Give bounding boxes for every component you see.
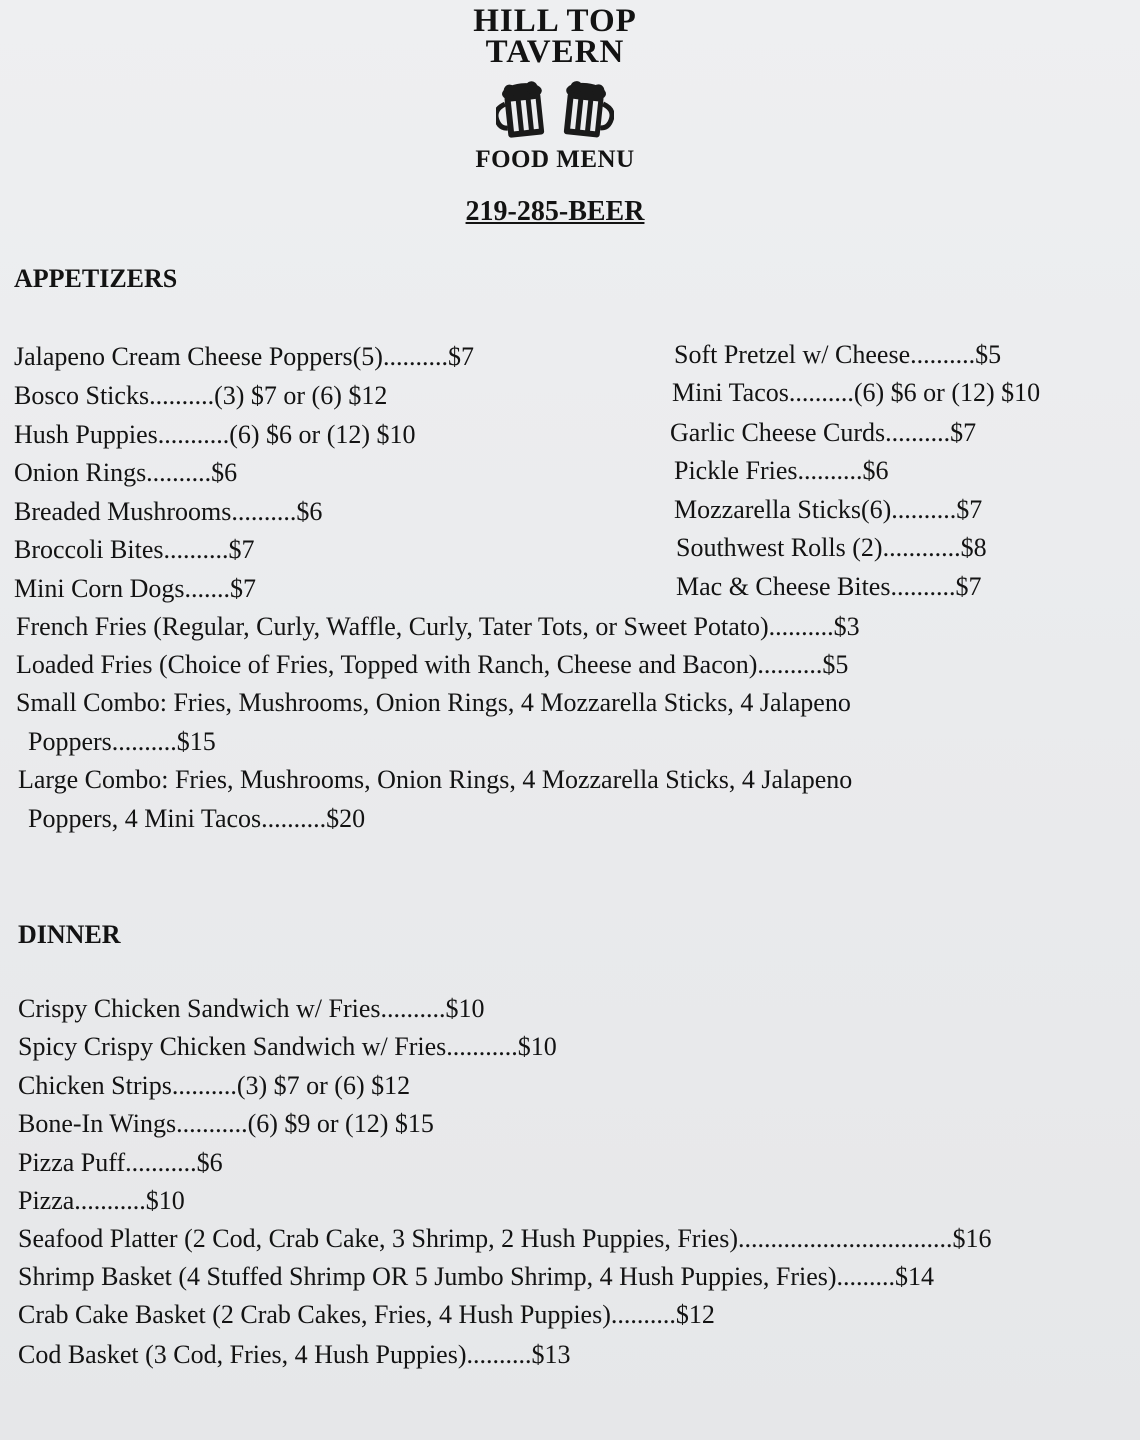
appetizer-item: Breaded Mushrooms..........$6 [14, 497, 323, 526]
dinner-item: Chicken Strips..........(3) $7 or (6) $12 [18, 1071, 411, 1100]
appetizer-item: Jalapeno Cream Cheese Poppers(5)..........$7 [14, 342, 474, 371]
appetizer-item: Garlic Cheese Curds..........$7 [670, 418, 977, 447]
appetizer-item: Small Combo: Fries, Mushrooms, Onion Rings, 4 Mozzarella Sticks, 4 Jalapeno [16, 688, 851, 717]
appetizer-item: Mini Corn Dogs.......$7 [14, 574, 256, 603]
appetizer-item: Mozzarella Sticks(6)..........$7 [674, 495, 983, 524]
dinner-item: Shrimp Basket (4 Stuffed Shrimp OR 5 Jumbo Shrimp, 4 Hush Puppies, Fries).........$14 [18, 1262, 935, 1291]
dinner-heading: DINNER [18, 920, 121, 949]
appetizer-item: Soft Pretzel w/ Cheese..........$5 [674, 340, 1002, 369]
appetizer-item: Onion Rings..........$6 [14, 458, 238, 487]
dinner-item: Pizza Puff...........$6 [18, 1148, 223, 1177]
appetizer-item: Pickle Fries..........$6 [674, 456, 889, 485]
dinner-item: Spicy Crispy Chicken Sandwich w/ Fries...........$10 [18, 1032, 557, 1061]
phone-number: 219-285-BEER [465, 196, 645, 227]
appetizer-item: Hush Puppies...........(6) $6 or (12) $10 [14, 420, 416, 449]
menu-header [0, 3, 1110, 228]
appetizer-item: Mac & Cheese Bites..........$7 [676, 572, 982, 601]
dinner-item: Crispy Chicken Sandwich w/ Fries..........$10 [18, 994, 485, 1023]
appetizer-item: Mini Tacos..........(6) $6 or (12) $10 [672, 378, 1041, 407]
dinner-item: Crab Cake Basket (2 Crab Cakes, Fries, 4 Hush Puppies)..........$12 [18, 1300, 715, 1329]
appetizer-item: Poppers, 4 Mini Tacos..........$20 [28, 804, 366, 833]
appetizer-item: Southwest Rolls (2)............$8 [676, 533, 987, 562]
appetizer-item: French Fries (Regular, Curly, Waffle, Curly, Tater Tots, or Sweet Potato)..........$3 [16, 612, 860, 641]
dinner-item: Bone-In Wings...........(6) $9 or (12) $15 [18, 1109, 434, 1138]
appetizers-heading: APPETIZERS [14, 264, 178, 293]
tavern-name-line1: HILL TOP [473, 3, 637, 39]
appetizer-item: Poppers..........$15 [28, 727, 216, 756]
appetizer-item: Bosco Sticks..........(3) $7 or (6) $12 [14, 381, 388, 410]
dinner-item: Pizza...........$10 [18, 1186, 185, 1215]
tavern-name-line2: TAVERN [485, 34, 625, 70]
dinner-item: Cod Basket (3 Cod, Fries, 4 Hush Puppies)..........$13 [18, 1340, 571, 1369]
appetizer-item: Loaded Fries (Choice of Fries, Topped with Ranch, Cheese and Bacon)..........$5 [16, 650, 849, 679]
food-menu-heading: FOOD MENU [475, 146, 635, 173]
appetizer-item: Large Combo: Fries, Mushrooms, Onion Rings, 4 Mozzarella Sticks, 4 Jalapeno [18, 765, 853, 794]
appetizer-item: Broccoli Bites..........$7 [14, 535, 255, 564]
dinner-item: Seafood Platter (2 Cod, Crab Cake, 3 Shrimp, 2 Hush Puppies, Fries).................................$16 [18, 1224, 992, 1253]
beer-mugs-icon [496, 80, 614, 140]
